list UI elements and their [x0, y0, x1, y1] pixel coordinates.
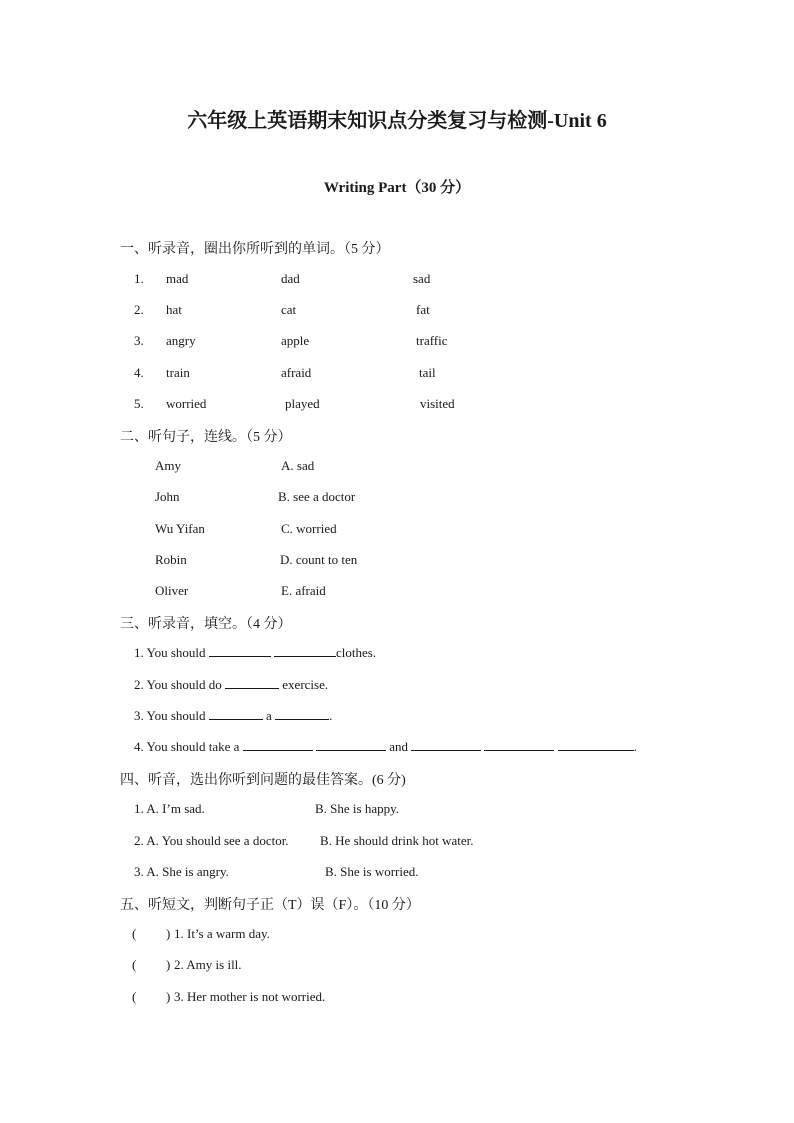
s1-row5-word-b: played [285, 396, 320, 411]
s1-row1-word-a: mad [166, 271, 189, 286]
s1-row5-word-a: worried [166, 396, 207, 411]
s3-q3-middle: a [266, 708, 272, 723]
s1-row3-word-a: angry [166, 333, 196, 348]
s2-name-3: Wu Yifan [155, 521, 205, 536]
s4-q3-option-b: B. She is worried. [325, 864, 419, 879]
s1-row2-num: 2. [134, 302, 144, 317]
s1-row2-word-a: hat [166, 302, 182, 317]
blank[interactable] [558, 739, 634, 751]
s2-option-b: B. see a doctor [278, 489, 356, 504]
s4-q2-option-b: B. He should drink hot water. [320, 833, 474, 848]
blank[interactable] [484, 739, 554, 751]
s5-paren-close-3: ) [166, 989, 171, 1004]
s5-statement-1: 1. It’s a warm day. [174, 926, 270, 941]
s3-q3-period: . [329, 708, 333, 723]
s2-option-a: A. sad [281, 458, 315, 473]
s4-q1-option-b: B. She is happy. [315, 801, 400, 816]
section-5-heading: 五、听短文，判断句子正（T）误（F）。（10 分） [120, 898, 420, 913]
s5-statement-3: 3. Her mother is not worried. [174, 989, 326, 1004]
s3-q1-suffix: clothes. [336, 645, 377, 660]
s3-question-4 [134, 739, 637, 755]
s1-row1-num: 1. [134, 271, 144, 286]
s3-question-3 [134, 708, 332, 724]
s2-option-d: D. count to ten [280, 552, 358, 567]
blank[interactable] [275, 708, 329, 720]
blank[interactable] [411, 739, 481, 751]
s3-q2-prefix: 2. You should do [134, 677, 222, 692]
s1-row1-word-b: dad [281, 271, 300, 286]
s2-option-e: E. afraid [281, 583, 326, 598]
s3-question-2 [134, 677, 328, 693]
s4-q1-option-a: 1. A. I’m sad. [134, 801, 205, 816]
s3-question-1 [134, 645, 376, 661]
s3-q4-period: . [633, 739, 637, 754]
s4-q3-option-a: 3. A. She is angry. [134, 864, 229, 879]
s3-q2-suffix: exercise. [282, 677, 329, 692]
s5-statement-2: 2. Amy is ill. [174, 957, 242, 972]
s1-row1-word-c: sad [413, 271, 431, 286]
s1-row3-num: 3. [134, 333, 144, 348]
s2-name-5: Oliver [155, 583, 189, 598]
s2-name-2: John [155, 489, 180, 504]
s2-name-1: Amy [155, 458, 181, 473]
s5-paren-open-3: ( [132, 989, 137, 1004]
s1-row4-word-c: tail [419, 365, 436, 380]
s1-row2-word-b: cat [281, 302, 297, 317]
blank[interactable] [243, 739, 313, 751]
s2-name-4: Robin [155, 552, 187, 567]
s1-row4-word-a: train [166, 365, 190, 380]
page-title: 六年级上英语期末知识点分类复习与检测-Unit 6 [187, 110, 607, 132]
s5-paren-close-1: ) [166, 926, 171, 941]
s1-row2-word-c: fat [416, 302, 430, 317]
blank[interactable] [209, 708, 263, 720]
section-3-heading: 三、听录音，填空。（4 分） [120, 617, 292, 632]
s3-q4-prefix: 4. You should take a [134, 739, 240, 754]
section-1-heading: 一、听录音，圈出你所听到的单词。（5 分） [120, 242, 390, 257]
blank[interactable] [316, 739, 386, 751]
blank[interactable] [209, 645, 271, 657]
s4-q2-option-a: 2. A. You should see a doctor. [134, 833, 289, 848]
s3-q4-and: and [389, 739, 408, 754]
page-subtitle: Writing Part（30 分） [323, 180, 471, 196]
section-2-heading: 二、听句子，连线。（5 分） [120, 430, 292, 445]
s5-paren-close-2: ) [166, 957, 171, 972]
s5-paren-open-1: ( [132, 926, 137, 941]
s1-row4-num: 4. [134, 365, 144, 380]
s3-q1-prefix: 1. You should [134, 645, 206, 660]
s3-q3-prefix: 3. You should [134, 708, 206, 723]
s5-paren-open-2: ( [132, 957, 137, 972]
section-4-heading: 四、听音，选出你听到问题的最佳答案。(6 分) [120, 773, 406, 788]
s1-row3-word-b: apple [281, 333, 310, 348]
s1-row3-word-c: traffic [416, 333, 448, 348]
s1-row5-num: 5. [134, 396, 144, 411]
s2-option-c: C. worried [281, 521, 337, 536]
blank[interactable] [225, 677, 279, 689]
s1-row4-word-b: afraid [281, 365, 312, 380]
blank[interactable] [274, 645, 336, 657]
s1-row5-word-c: visited [420, 396, 455, 411]
